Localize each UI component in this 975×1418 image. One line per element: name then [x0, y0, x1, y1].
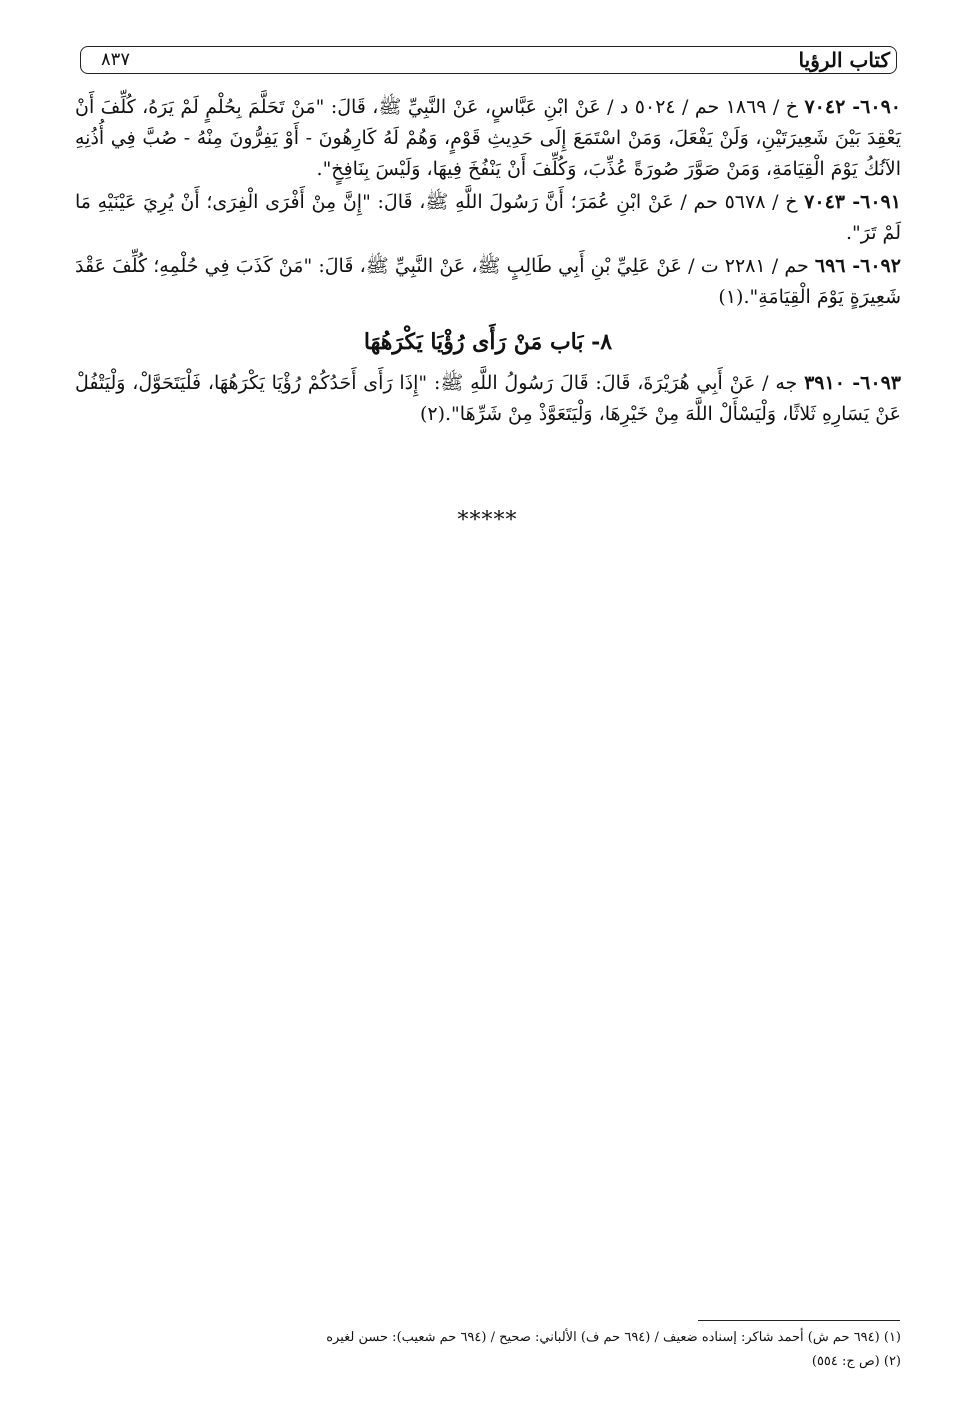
hadith-entry [75, 368, 901, 430]
hadith-text: خ / ٥٦٧٨ حم / عَنْ ابْنِ عُمَرَ؛ أَنَّ رَسُولَ اللَّهِ ﷺ، قَالَ: "إِنَّ مِنْ أَفْرَى الْفِرَى؛ أَنْ يُرِيَ عَيْنَيْهِ مَا لَمْ تَرَ". [75, 191, 901, 244]
hadith-text: جه / عَنْ أَبِي هُرَيْرَةَ، قَالَ: قَالَ رَسُولُ اللَّهِ ﷺ: "إِذَا رَأَى أَحَدُكُمْ رُؤْيَا يَكْرَهُهَا، فَلْيَتَحَوَّلْ، وَلْيَتْفُلْ عَنْ يَسَارِهِ ثَلاثًا، وَلْيَسْأَلْ اللَّهَ مِنْ خَيْرِهَا، وَلْيَتَعَوَّذْ مِنْ شَرِّهَا".(٢) [75, 372, 901, 425]
hadith-number: ٦٠٩٠- ٧٠٤٢ [804, 96, 901, 118]
hadith-number: ٦٠٩٢- ٦٩٦ [814, 255, 901, 277]
footnote: (١) (٦٩٤ حم ش) أحمد شاكر: إسناده ضعيف / (٦٩٤ حم ف) الألباني: صحيح / (٦٩٤ حم شعيب): حسن لغيره [326, 1330, 901, 1345]
page-number: ٨٣٧ [101, 49, 131, 70]
hadith-number: ٦٠٩٣- ٣٩١٠ [804, 372, 901, 394]
hadith-text: خ / ١٨٦٩ حم / ٥٠٢٤ د / عَنْ ابْنِ عَبَّاسٍ، عَنْ النَّبِيِّ ﷺ، قَالَ: "مَنْ تَحَلَّمَ بِحُلْمٍ لَمْ يَرَهُ، كُلِّفَ أَنْ يَعْقِدَ بَيْنَ شَعِيرَتَيْنِ، وَلَنْ يَفْعَلَ، وَمَنْ اسْتَمَعَ إِلَى حَدِيثِ قَوْمٍ، وَهُمْ لَهُ كَارِهُونَ - أَوْ يَفِرُّونَ مِنْهُ - صُبَّ فِي أُذُنِهِ الآنُكُ يَوْمَ الْقِيَامَةِ، وَمَنْ صَوَّرَ صُورَةً عُذِّبَ، وَكُلِّفَ أَنْ يَنْفُخَ فِيهَا، وَلَيْسَ بِنَافِخٍ". [75, 96, 901, 180]
hadith-text: حم / ٢٢٨١ ت / عَنْ عَلِيِّ بْنِ أَبِي طَالِبٍ ﷺ، عَنْ النَّبِيِّ ﷺ، قَالَ: "مَنْ كَذَبَ فِي حُلْمِهِ؛ كُلِّفَ عَقْدَ شَعِيرَةٍ يَوْمَ الْقِيَامَةِ".(١) [75, 255, 901, 308]
hadith-entry [75, 187, 901, 249]
page-body [75, 92, 901, 432]
footnote: (٢) (ص ج: ٥٥٤) [811, 1354, 901, 1369]
hadith-entry [75, 251, 901, 313]
book-title: كتاب الرؤيا [798, 48, 890, 72]
footnote-divider [698, 1320, 900, 1321]
page-header [80, 46, 897, 74]
section-separator: ***** [457, 508, 518, 533]
hadith-entry [75, 92, 901, 185]
section-heading: ٨- بَاب مَنْ رَأَى رُؤْيَا يَكْرَهُهَا [363, 329, 613, 355]
hadith-number: ٦٠٩١- ٧٠٤٣ [804, 191, 901, 213]
footnotes [75, 1326, 901, 1374]
